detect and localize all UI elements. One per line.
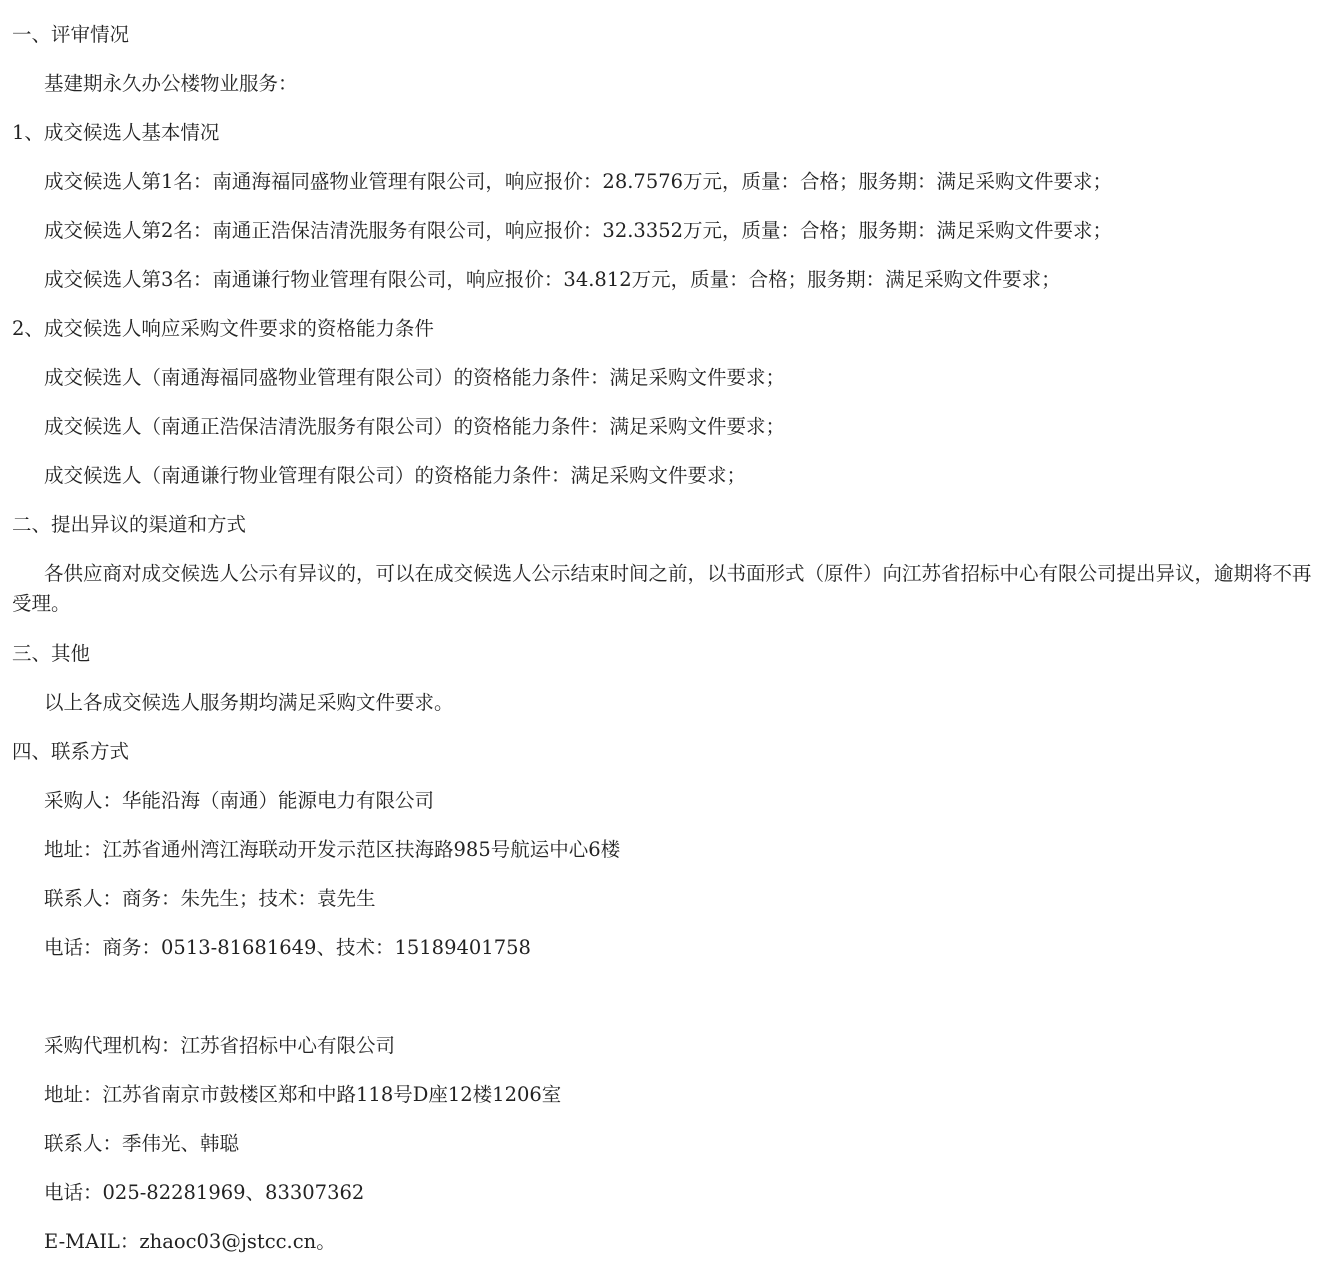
- qualification-3: 成交候选人（南通谦行物业管理有限公司）的资格能力条件：满足采购文件要求；: [44, 464, 747, 487]
- subheading-qualifications: 2、成交候选人响应采购文件要求的资格能力条件: [12, 317, 434, 340]
- subheading-candidates: 1、成交候选人基本情况: [12, 121, 220, 144]
- section-heading-objection: 二、提出异议的渠道和方式: [12, 513, 247, 536]
- purchaser-name: 采购人：华能沿海（南通）能源电力有限公司: [44, 789, 435, 812]
- section-heading-review: 一、评审情况: [12, 23, 130, 46]
- purchaser-phone: 电话：商务：0513-81681649、技术：15189401758: [44, 936, 531, 959]
- purchaser-address: 地址：江苏省通州湾江海联动开发示范区扶海路985号航运中心6楼: [44, 838, 621, 861]
- candidate-1: 成交候选人第1名：南通海福同盛物业管理有限公司，响应报价：28.7576万元，质量：合格；服务期：满足采购文件要求；: [44, 170, 1113, 193]
- agency-address: 地址：江苏省南京市鼓楼区郑和中路118号D座12楼1206室: [44, 1083, 562, 1106]
- purchaser-contact: 联系人：商务：朱先生；技术：袁先生: [44, 887, 376, 910]
- qualification-1: 成交候选人（南通海福同盛物业管理有限公司）的资格能力条件：满足采购文件要求；: [44, 366, 786, 389]
- section-heading-other: 三、其他: [12, 642, 91, 665]
- candidate-2: 成交候选人第2名：南通正浩保洁清洗服务有限公司，响应报价：32.3352万元，质量：合格；服务期：满足采购文件要求；: [44, 219, 1113, 242]
- qualification-2: 成交候选人（南通正浩保洁清洗服务有限公司）的资格能力条件：满足采购文件要求；: [44, 415, 786, 438]
- agency-phone: 电话：025-82281969、83307362: [44, 1181, 365, 1204]
- other-paragraph: 以上各成交候选人服务期均满足采购文件要求。: [44, 691, 454, 714]
- agency-name: 采购代理机构：江苏省招标中心有限公司: [44, 1034, 396, 1057]
- candidate-3: 成交候选人第3名：南通谦行物业管理有限公司，响应报价：34.812万元，质量：合格；服务期：满足采购文件要求；: [44, 268, 1061, 291]
- section-heading-contact: 四、联系方式: [12, 740, 130, 763]
- project-name: 基建期永久办公楼物业服务：: [44, 72, 298, 95]
- objection-paragraph: 各供应商对成交候选人公示有异议的，可以在成交候选人公示结束时间之前，以书面形式（原件）向江苏省招标中心有限公司提出异议，逾期将不再受理。: [12, 562, 1312, 615]
- agency-email: E-MAIL：zhaoc03@jstcc.cn。: [44, 1230, 336, 1253]
- agency-contact: 联系人：季伟光、韩聪: [44, 1132, 240, 1155]
